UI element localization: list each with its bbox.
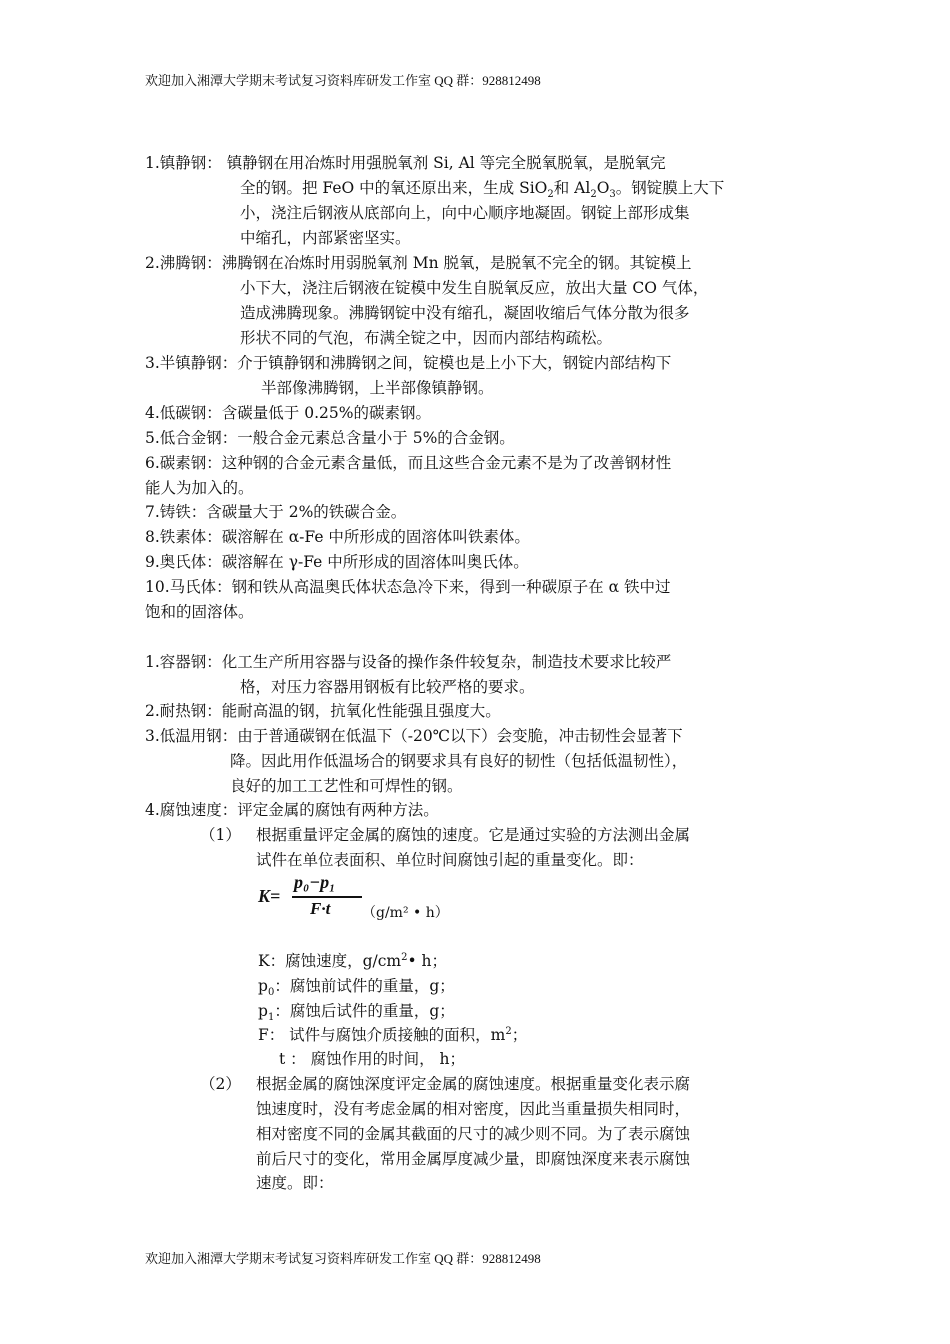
text-line: 良好的加工工艺性和可焊性的钢。 [230,777,463,795]
variable-def: $p_0$：腐蚀前试件的重量，g； [258,977,455,999]
formula-lhs: K= [258,886,281,906]
text-line: 能人为加入的。 [145,479,254,497]
text-line: 速度。即： [256,1174,334,1192]
variable-def: t ： 腐蚀作用的时间， h； [279,1050,465,1068]
method-marker: （2） [200,1075,241,1093]
text-line: 小，浇注后钢液从底部向上，向中心顺序地凝固。钢锭上部形成集 [240,204,690,222]
text-line: 全的钢。把 FeO 中的氧还原出来，生成 SiO$_2$和 $Al_2O_3$。钢锭膜上大下 [240,179,725,201]
text-line: 2.耐热钢：能耐高温的钢，抗氧化性能强且强度大。 [145,702,501,720]
text-line: 前后尺寸的变化，常用金属厚度减少量，即腐蚀深度来表示腐蚀 [256,1150,691,1168]
text-line: 中缩孔，内部紧密坚实。 [240,229,411,247]
variable-def: F： 试件与腐蚀介质接触的面积，$m^2$； [258,1025,528,1044]
text-line: 6.碳素钢：这种钢的合金元素含量低，而且这些合金元素不是为了改善钢材性 [145,454,672,472]
text-line: 3.半镇静钢：介于镇静钢和沸腾钢之间，锭模也是上小下大，钢锭内部结构下 [145,354,672,372]
text-line: 形状不同的气泡，布满全锭之中，因而内部结构疏松。 [240,329,613,347]
text-line: 1.容器钢：化工生产所用容器与设备的操作条件较复杂，制造技术要求比较严 [145,653,672,671]
formula-numerator: p₀−p₁ [294,872,336,892]
text-line: 格，对压力容器用钢板有比较严格的要求。 [240,678,535,696]
text-line: 根据重量评定金属的腐蚀的速度。它是通过实验的方法测出金属 [256,826,691,844]
page-header: 欢迎加入湘潭大学期末考试复习资料库研发工作室 QQ 群：928812498 [145,73,541,88]
text-line: 蚀速度时，没有考虑金属的相对密度，因此当重量损失相同时， [256,1100,691,1118]
text-line: 7.铸铁：含碳量大于 2%的铁碳合金。 [145,503,407,521]
text-line: 半部像沸腾钢，上半部像镇静钢。 [261,379,494,397]
text-line: 3.低温用钢：由于普通碳钢在低温下（-20℃以下）会变脆，冲击韧性会显著下 [145,727,683,745]
text-line: 相对密度不同的金属其截面的尺寸的减少则不同。为了表示腐蚀 [256,1125,691,1143]
text-line: 4.腐蚀速度：评定金属的腐蚀有两种方法。 [145,801,439,819]
text-line: 8.铁素体：碳溶解在 α-Fe 中所形成的固溶体叫铁素体。 [145,528,530,546]
variable-def: $p_1$：腐蚀后试件的重量，g； [258,1002,455,1024]
text-line: 10.马氏体：钢和铁从高温奥氏体状态急冷下来，得到一种碳原子在 α 铁中过 [145,578,671,596]
page-footer: 欢迎加入湘潭大学期末考试复习资料库研发工作室 QQ 群：928812498 [145,1251,541,1266]
text-line: 4.低碳钢：含碳量低于 0.25%的碳素钢。 [145,404,431,422]
formula-unit: （g/m² • h） [362,905,449,921]
text-line: 小下大，浇注后钢液在锭模中发生自脱氧反应，放出大量 CO 气体， [240,279,709,297]
text-line: 1.镇静钢： 镇静钢在用冶炼时用强脱氧剂 Si, Al 等完全脱氧脱氧，是脱氧完 [145,154,666,172]
text-line: 2.沸腾钢：沸腾钢在冶炼时用弱脱氧剂 Mn 脱氧，是脱氧不完全的钢。其锭模上 [145,254,692,272]
corrosion-rate-formula [258,872,378,922]
text-line: 饱和的固溶体。 [145,603,254,621]
text-line: 试件在单位表面积、单位时间腐蚀引起的重量变化。即： [256,851,644,869]
fraction-bar [292,896,362,898]
variable-def: K：腐蚀速度，$g/cm^2•$ h； [258,951,448,970]
formula-denominator: F·t [310,899,331,918]
text-line: 造成沸腾现象。沸腾钢锭中没有缩孔，凝固收缩后气体分散为很多 [240,304,690,322]
text-line: 9.奥氏体：碳溶解在 γ-Fe 中所形成的固溶体叫奥氏体。 [145,553,529,571]
text-line: 5.低合金钢：一般合金元素总含量小于 5%的合金钢。 [145,429,515,447]
text-line: 根据金属的腐蚀深度评定金属的腐蚀速度。根据重量变化表示腐 [256,1075,691,1093]
method-marker: （1） [200,826,241,844]
text-line: 降。因此用作低温场合的钢要求具有良好的韧性（包括低温韧性）， [230,752,688,770]
